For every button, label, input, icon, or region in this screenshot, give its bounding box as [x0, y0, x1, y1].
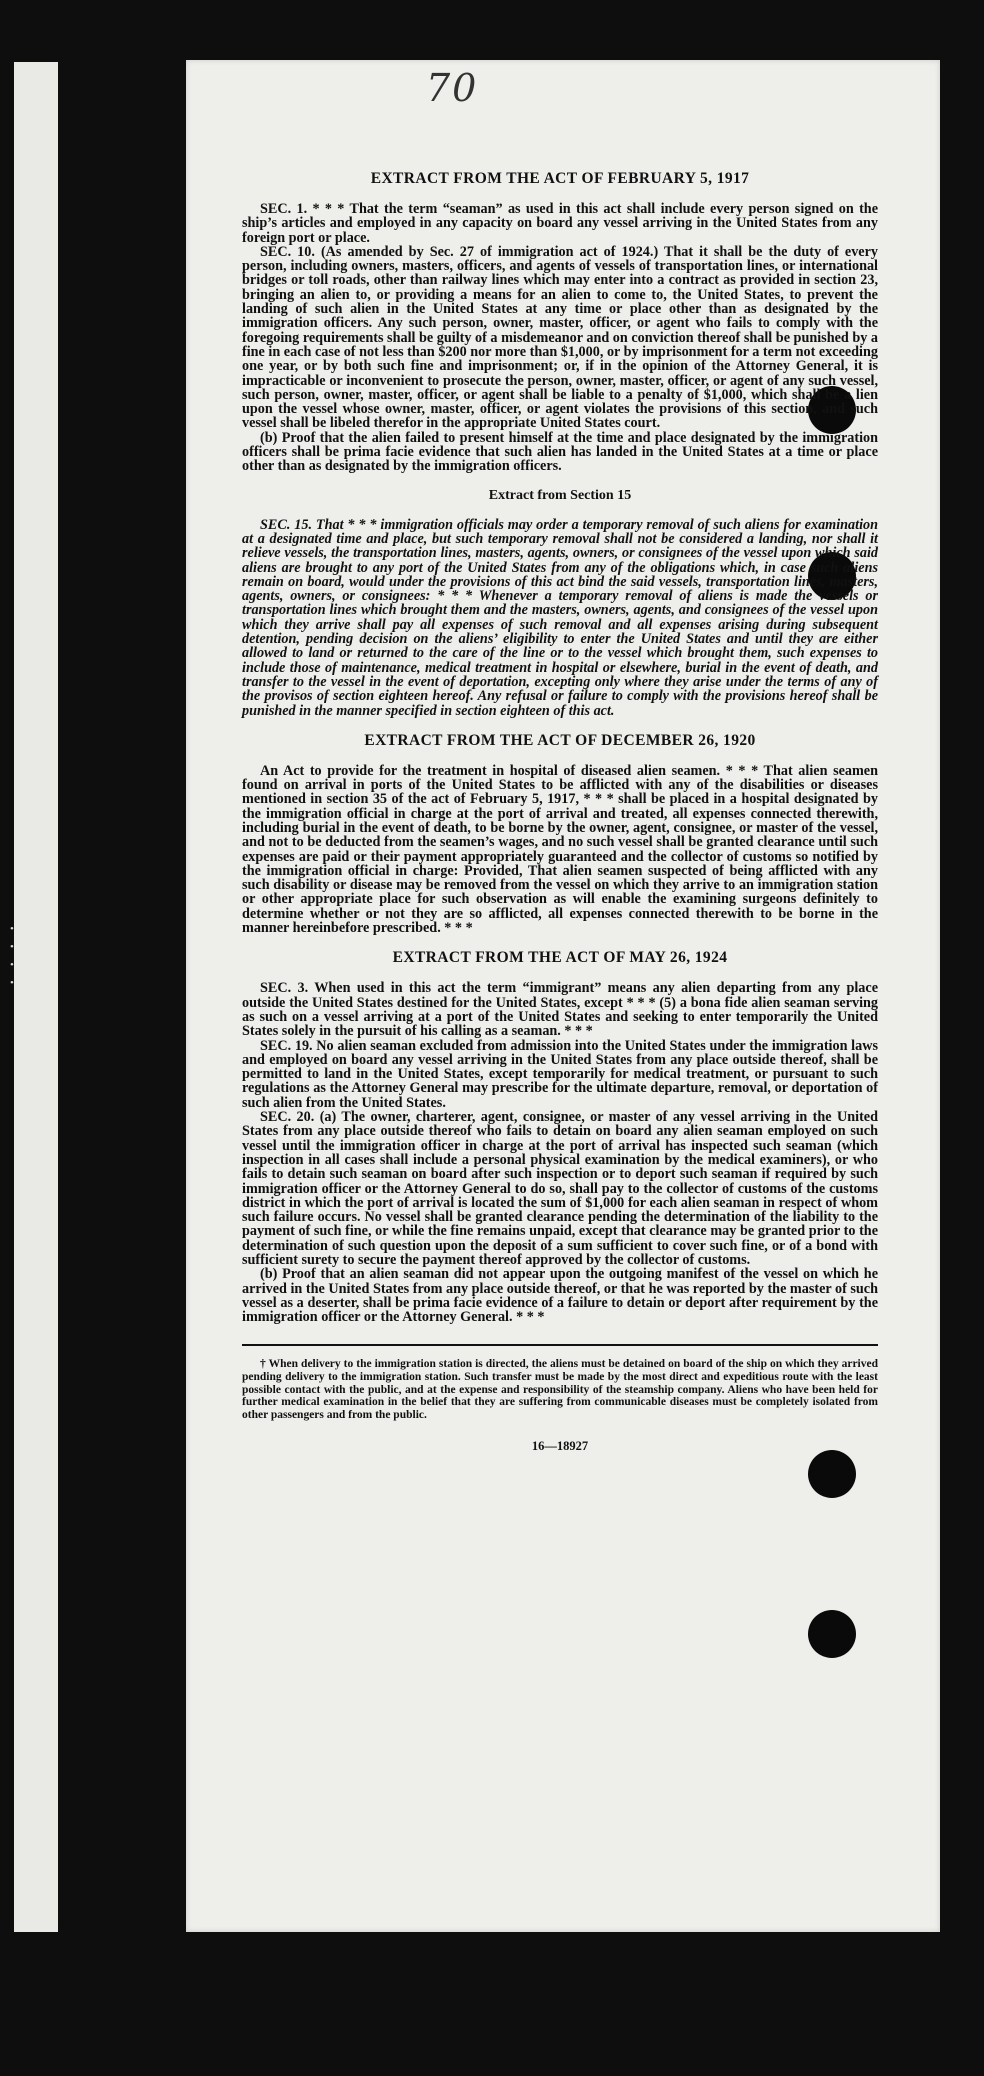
punch-hole	[808, 1450, 856, 1498]
paragraph-sec-15: SEC. 15. That * * * immigration officials may order a temporary removal of such aliens for examination at a designated time and place, but such temporary removal shall not be considered a landing, nor shall it relieve vessels, the transportation lines, masters, agents, owners, or consignees of the vessel upon which said aliens are brought to any port of the United States from any of the obligations which, in case such aliens remain on board, would under the provisions of this act bind the said vessels, transportation lines, masters, agents, owners, or consignees: * * * Whenever a temporary removal of aliens is made the vessels or transportation lines which brought them and the masters, owners, agents, and consignees of the vessel upon which they arrive shall pay all expenses of such removal and all expenses arising during subsequent detention, pending decision on the aliens’ eligibility to enter the United States and until they are either allowed to land or returned to the care of the line or to the vessel which brought them, such expenses to include those of maintenance, medical treatment in hospital or elsewhere, burial in the event of death, and transfer to the vessel in the event of deportation, excepting only where they arise under the terms of any of the provisos of section eighteen hereof. Any refusal or failure to comply with the provisions hereof shall be punished in the manner specified in section eighteen of this act.	[242, 516, 878, 719]
paragraph-sec-10-b: (b) Proof that the alien failed to present himself at the time and place designated by the immigration officers shall be prima facie evidence that such alien has landed in the United States at a time or place other than as designated by the immigration officers.	[242, 429, 878, 475]
paragraph-sec-19: SEC. 19. No alien seaman excluded from admission into the United States under the immigration laws and employed on board any vessel arriving in the United States from any place outside thereof, shall be permitted to land in the United States, except temporarily for medical treatment, or pursuant to such regulations as the Attorney General may prescribe for the ultimate departure, removal, or deportation of such alien from the United States.	[242, 1037, 878, 1111]
left-margin-marks: • • • •	[10, 923, 14, 989]
punch-hole	[808, 1610, 856, 1658]
paragraph-sec-10: SEC. 10. (As amended by Sec. 27 of immigration act of 1924.) That it shall be the duty of every person, including owners, masters, officers, and agents of vessels of transportation lines, or international bridges or toll roads, other than railway lines which may enter into a contract as provided in section 23, bringing an alien to, or providing a means for an alien to come to, the United States, to prevent the landing of such alien in the United States at any time or place other than as designated by the immigration officers. Any such person, owner, master, officer, or agent who fails to comply with the foregoing requirements shall be guilty of a misdemeanor and on conviction thereof shall be punished by a fine in each case of not less than $200 nor more than $1,000, or by imprisonment for a term not exceeding one year, or by both such fine and imprisonment; or, if in the opinion of the Attorney General, it is impracticable or inconvenient to prosecute the person, owner, master, officer, or agent of any such vessel, such person, owner, master, officer, or agent shall be liable to a penalty of $1,000, which shall be a lien upon the vessel whose owner, master, officer, or agent violates the provisions of this section, and such vessel shall be libeled therefor in the appropriate United States court.	[242, 243, 878, 432]
paragraph-sec-20-b: (b) Proof that an alien seaman did not appear upon the outgoing manifest of the vessel on which he arrived in the United States from any place outside thereof, or that he was reported by the master of such vessel as a deserter, shall be prima facie evidence of a failure to detain or deport after requirement by the immigration officer or the Attorney General. * * *	[242, 1266, 878, 1326]
paragraph-act-1920: An Act to provide for the treatment in hospital of diseased alien seamen. * * * That alien seamen found on arrival in ports of the United States to be afflicted with any of the disabilities or diseases mentioned in section 35 of the act of February 5, 1917, * * * shall be placed in a hospital designated by the immigration official in charge at the port of arrival and treated, all expenses connected therewith, including burial in the event of death, to be borne by the owner, agent, consignee, or master of the vessel, and not to be deducted from the seamen’s wages, and no such vessel shall be granted clearance until such expenses are paid or their payment appropriately guaranteed and the collector of customs so notified by the immigration official in charge: Provided, That alien seamen suspected of being afflicted with any such disability or disease may be removed from the vessel on which they arrive to an immigration station or other appropriate place for such observation as will enable the examining surgeons definitely to determine whether or not they are so afflicted, all expenses connected therewith to be borne in the manner hereinbefore prescribed. * * *	[242, 762, 878, 937]
document-body	[242, 170, 878, 1454]
paragraph-sec-20-a: SEC. 20. (a) The owner, charterer, agent, consignee, or master of any vessel arriving in the United States from any place outside thereof who fails to detain on board any alien seaman employed on such vessel until the immigration officer in charge at the port of arrival has inspected such seaman (which inspection in all cases shall include a personal physical examination by the medical examiners), or who fails to detain such seaman on board after such inspection or to deport such seaman if required by such immigration officer or the Attorney General to do so, shall pay to the collector of customs of the customs district in which the port of arrival is located the sum of $1,000 for each alien seaman in respect of whom such failure occurs. No vessel shall be granted clearance pending the determination of the liability to the payment of such fine, or while the fine remains unpaid, except that clearance may be granted prior to the determination of such question upon the deposit of a sum sufficient to cover such fine, or of a bond with sufficient surety to secure the payment thereof approved by the collector of customs.	[242, 1109, 878, 1268]
heading-act-1924: EXTRACT FROM THE ACT OF MAY 26, 1924	[392, 949, 728, 967]
heading-act-1920: EXTRACT FROM THE ACT OF DECEMBER 26, 1920	[364, 731, 756, 749]
handwritten-page-number: 70	[426, 66, 479, 110]
footnote: † When delivery to the immigration station is directed, the aliens must be detained on board of the ship on which they arrived pending delivery to the immigration station. Such transfer must be made by the most direct and expeditious route with the least possible contact with the public, and at the expense and responsibility of the steamship company. Aliens who have been held for further medical examination in the belief that they are suffering from communicable diseases must be completely isolated from other passengers and from the public.	[242, 1358, 878, 1421]
paragraph-sec-3: SEC. 3. When used in this act the term “immigrant” means any alien departing from any place outside the United States destined for the United States, except * * * (5) a bona fide alien seaman serving as such on a vessel arriving at a port of the United States and seeking to enter temporarily the United States solely in the pursuit of his calling as a seaman. * * *	[242, 980, 878, 1040]
heading-section-15: Extract from Section 15	[488, 487, 632, 503]
adjacent-page-strip	[14, 62, 58, 1932]
form-code: 16—18927	[531, 1439, 589, 1454]
paragraph-sec-1: SEC. 1. * * * That the term “seaman” as used in this act shall include every person signed on the ship’s articles and employed in any capacity on board any vessel arriving in the United States from any foreign port or place.	[242, 201, 878, 246]
heading-act-1917: EXTRACT FROM THE ACT OF FEBRUARY 5, 1917	[370, 170, 750, 187]
footnote-divider	[242, 1344, 878, 1346]
document-page	[186, 60, 940, 1932]
